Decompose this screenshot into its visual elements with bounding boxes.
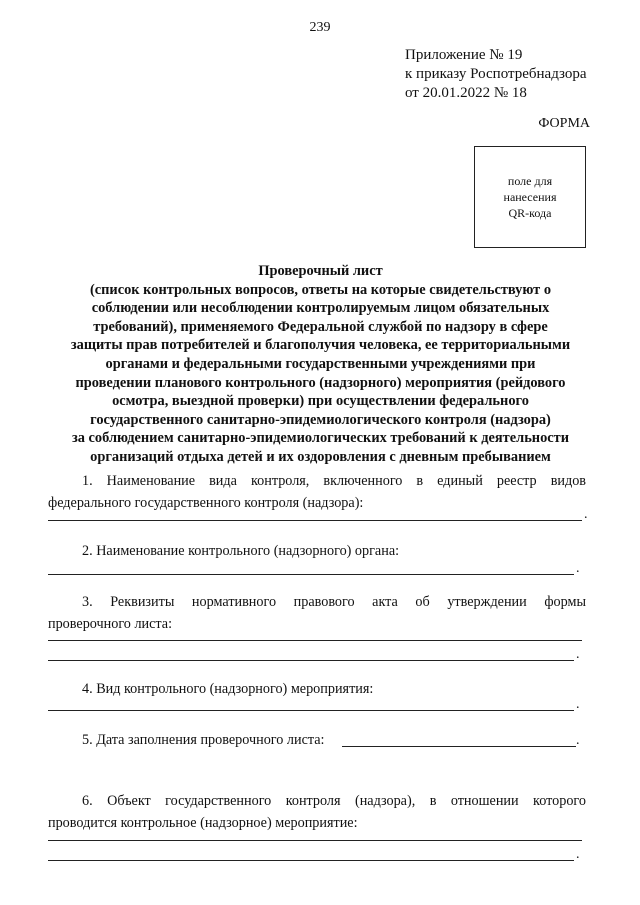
fill-in-line[interactable]	[48, 640, 582, 641]
line-end-period: .	[576, 647, 580, 662]
form-item-fill-date	[48, 732, 324, 749]
item-text: 2. Наименование контрольного (надзорного) органа:	[82, 543, 400, 559]
title-line: органами и федеральными государственными учреждениями при	[105, 355, 536, 372]
title-line: за соблюдением санитарно-эпидемиологических требований к деятельности	[71, 430, 570, 447]
qr-code-field	[474, 146, 586, 248]
appendix-line: от 20.01.2022 № 18	[405, 85, 527, 101]
form-label: ФОРМА	[538, 116, 590, 131]
qr-field-text: QR-кода	[508, 206, 552, 220]
title-line: соблюдении или несоблюдении контролируемым лицом обязательных	[91, 300, 550, 317]
item-text: 1. Наименование вида контроля, включенного в единый реестр видов	[82, 473, 586, 489]
item-text: проводится контрольное (надзорное) мероприятие:	[48, 815, 358, 831]
title-line: (список контрольных вопросов, ответы на которые свидетельствуют о	[89, 281, 552, 298]
title-line: государственного санитарно-эпидемиологического контроля (надзора)	[90, 411, 551, 428]
title-line: осмотра, выездной проверки) при осуществлении федерального	[112, 393, 529, 410]
fill-in-line[interactable]	[48, 660, 574, 661]
line-end-period: .	[576, 733, 580, 748]
title-line: проведении планового контрольного (надзорного) мероприятия (рейдового	[75, 374, 566, 391]
fill-in-line[interactable]	[48, 520, 582, 521]
document-title	[48, 262, 593, 467]
form-item-event-type	[48, 678, 586, 700]
form-item-control-type	[48, 470, 586, 514]
item-text: 5. Дата заполнения проверочного листа:	[82, 732, 325, 748]
fill-in-line[interactable]	[48, 840, 582, 841]
fill-in-line[interactable]	[48, 574, 574, 575]
item-text: 6. Объект государственного контроля (надзора), в отношении которого	[82, 793, 586, 809]
line-end-period: .	[576, 697, 580, 712]
title-line: защиты прав потребителей и благополучия человека, ее территориальными	[70, 337, 571, 354]
form-item-control-object	[48, 790, 586, 834]
line-end-period: .	[576, 847, 580, 862]
appendix-line: к приказу Роспотребнадзора	[405, 66, 587, 82]
line-end-period: .	[576, 561, 580, 576]
date-fill-in-line[interactable]	[342, 746, 576, 747]
appendix-line: Приложение № 19	[405, 47, 523, 63]
item-text: проверочного листа:	[48, 616, 173, 632]
appendix-reference	[405, 46, 587, 103]
item-text: федерального государственного контроля (надзора):	[48, 495, 364, 511]
qr-field-text: поле для	[507, 174, 553, 188]
qr-field-text: нанесения	[503, 190, 557, 204]
title-line: требований), применяемого Федеральной службой по надзору в сфере	[93, 318, 548, 335]
title-line: Проверочный лист	[258, 263, 383, 279]
form-item-legal-act	[48, 591, 586, 635]
item-text: 3. Реквизиты нормативного правового акта об утверждении формы	[82, 594, 586, 610]
fill-in-line[interactable]	[48, 860, 574, 861]
title-line: организаций отдыха детей и их оздоровления с дневным пребыванием	[90, 448, 551, 465]
line-end-period: .	[584, 507, 588, 522]
form-item-control-body	[48, 540, 586, 562]
page-number: 239	[309, 20, 331, 35]
fill-in-line[interactable]	[48, 710, 574, 711]
item-text: 4. Вид контрольного (надзорного) мероприятия:	[82, 681, 374, 697]
